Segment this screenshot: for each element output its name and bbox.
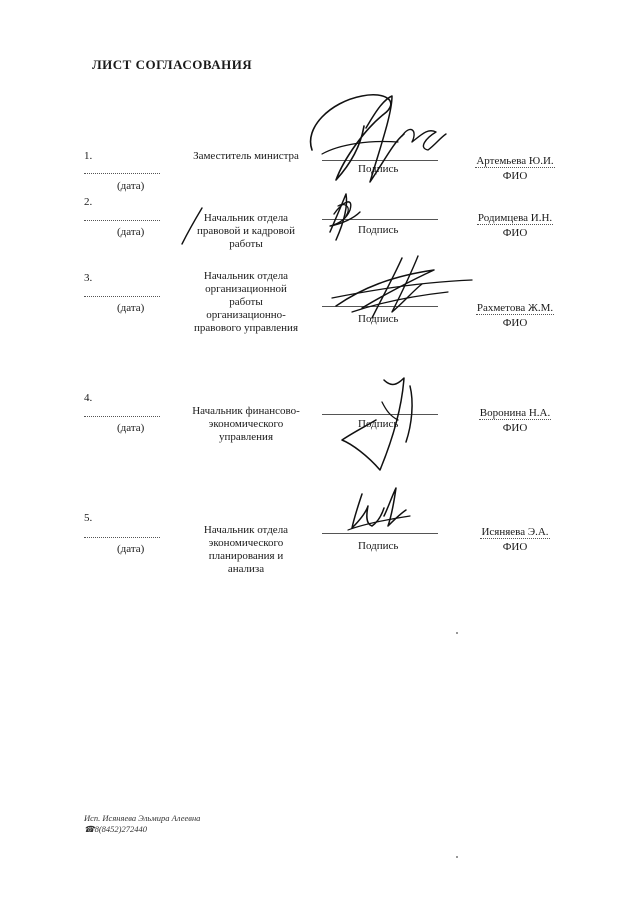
signature-label: Подпись (358, 313, 399, 325)
position-line: управления (218, 431, 274, 443)
entry-number: 5. (84, 512, 93, 524)
fio-label: ФИО (502, 170, 528, 182)
signer-name: Артемьева Ю.И. (476, 155, 554, 167)
handwritten-signature-5 (344, 486, 414, 534)
signer-name: Воронина Н.А. (479, 407, 551, 419)
date-line (84, 296, 160, 297)
signer-name: Родимцева И.Н. (477, 212, 553, 224)
date-line (84, 220, 160, 221)
fio-label: ФИО (502, 541, 528, 553)
signer (462, 208, 568, 239)
date-line (84, 537, 160, 538)
entry-number: 2. (84, 196, 93, 208)
signer-name: Рахметова Ж.М. (476, 302, 554, 314)
signer (462, 522, 568, 553)
position-line: анализа (227, 563, 265, 575)
position-line: правовой и кадровой (197, 225, 295, 237)
entry-number: 4. (84, 392, 93, 404)
handwritten-signature-3 (322, 246, 482, 321)
handwritten-signature-2 (170, 188, 370, 250)
position-title (176, 150, 316, 163)
signature-label: Подпись (358, 418, 399, 430)
scan-speck (456, 632, 458, 634)
position-line: правового управления (193, 322, 299, 334)
position-title (176, 405, 316, 444)
signer (462, 403, 568, 434)
signer (462, 151, 568, 182)
signature-label: Подпись (358, 224, 399, 236)
fio-label: ФИО (502, 422, 528, 434)
date-label: (дата) (117, 302, 145, 314)
fio-label: ФИО (502, 227, 528, 239)
position-line: работы (229, 238, 263, 250)
position-line: Заместитель министра (193, 150, 299, 162)
signer-name: Исяняева Э.А. (481, 526, 549, 538)
signature-label: Подпись (358, 163, 399, 175)
date-label: (дата) (117, 180, 145, 192)
executor-phone: ☎8(8452)272440 (84, 824, 147, 834)
date-line (84, 173, 160, 174)
signature-label: Подпись (358, 540, 399, 552)
scan-speck (456, 856, 458, 858)
date-label: (дата) (117, 422, 145, 434)
fio-label: ФИО (502, 317, 528, 329)
date-label: (дата) (117, 226, 145, 238)
position-line: работы (229, 296, 263, 308)
entry-number: 3. (84, 272, 93, 284)
page-title: ЛИСТ СОГЛАСОВАНИЯ (92, 57, 253, 72)
position-line: Начальник отдела (203, 524, 289, 536)
position-line: Начальник финансово- (192, 405, 300, 417)
entry-number: 1. (84, 150, 93, 162)
position-line: Начальник отдела (203, 212, 289, 224)
handwritten-signature-1 (300, 88, 450, 188)
position-line: организационно- (206, 309, 286, 321)
executor-footer (84, 813, 200, 835)
executor-name: Исп. Исяняева Эльмира Алеевна (84, 813, 201, 823)
position-line: Начальник отдела (203, 270, 289, 282)
position-title (176, 524, 316, 576)
date-line (84, 416, 160, 417)
position-title (176, 270, 316, 335)
position-line: планирования и (208, 550, 284, 562)
position-line: экономического (208, 418, 284, 430)
position-line: экономического (208, 537, 284, 549)
date-label: (дата) (117, 543, 145, 555)
handwritten-signature-4 (322, 372, 432, 477)
position-line: организационной (205, 283, 287, 295)
